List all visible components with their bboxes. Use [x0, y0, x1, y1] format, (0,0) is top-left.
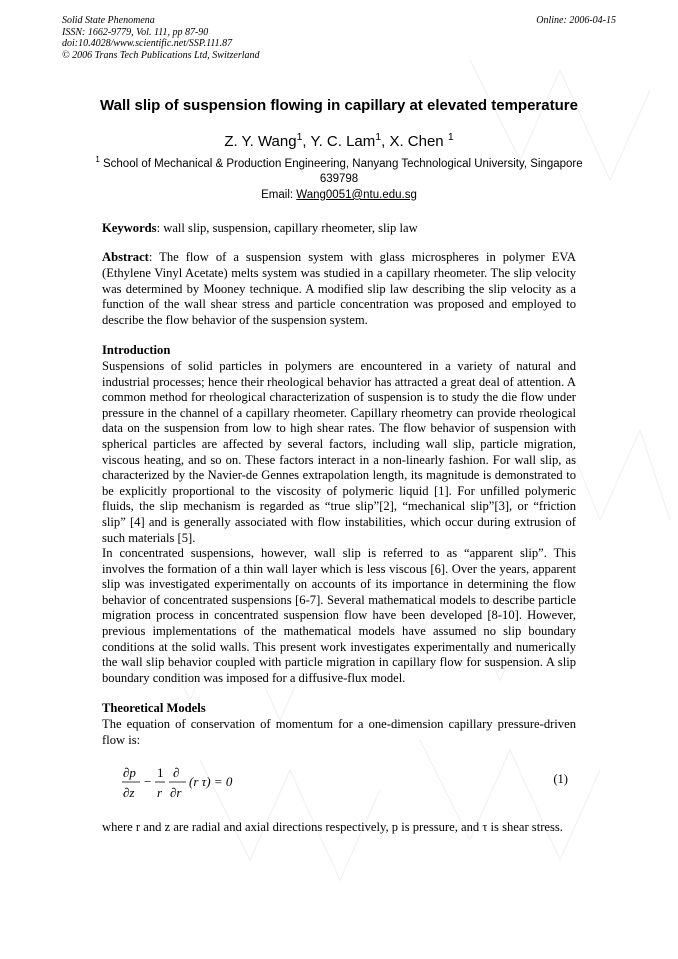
keywords — [102, 221, 576, 237]
eq-r-tau: (r τ) = 0 — [189, 774, 233, 790]
abstract-text: : The flow of a suspension system with glass microspheres in polymer EVA (Ethylene Vinyl Acetate) melts system was studied in a capillary rheometer. The slip velocity was determined by Mooney technique. A modified slip law describing the slip velocity as a function of the wall shear stress and particle concentration was proposed and employed to describe the flow behavior of the suspension system. — [102, 250, 576, 327]
paper-body — [95, 96, 583, 836]
email-label: Email: — [261, 188, 297, 201]
equation-formula — [120, 762, 280, 804]
eq-minus: − — [144, 774, 152, 790]
eq-dp: ∂p — [123, 765, 136, 781]
eq-dr: ∂r — [170, 785, 182, 801]
author-name: X. Chen — [389, 133, 448, 150]
doi-line: doi:10.4028/www.scientific.net/SSP.111.87 — [62, 38, 233, 49]
issn-line: ISSN: 1662-9779, Vol. 111, pp 87-90 — [62, 26, 209, 38]
author-name: Y. C. Lam — [310, 133, 376, 150]
journal-header — [62, 15, 260, 61]
keywords-label: Keywords — [102, 220, 157, 235]
email-line — [89, 188, 589, 203]
eq-one: 1 — [157, 765, 164, 781]
abstract — [102, 250, 576, 328]
abstract-label: Abstract — [102, 250, 149, 265]
eq-partial: ∂ — [173, 765, 180, 781]
theory-paragraph-2: where r and z are radial and axial directions respectively, p is pressure, and τ is shear stress. — [102, 820, 563, 835]
affiliation-mark: 1 — [95, 155, 100, 164]
author-affiliation-mark: 1 — [447, 131, 454, 143]
email-link[interactable]: Wang0051@ntu.edu.sg — [296, 188, 417, 201]
intro-paragraph-2: In concentrated suspensions, however, wall slip is referred to as “apparent slip”. This involves the formation of a thin wall layer which is less viscous [6]. Over the years, apparent slip was investigated experimentally on accounts of its importance in determining the flow behavior of concentrated suspensions [6-7]. Several mathematical models to describe particle migration process in concentrated suspension flow have been developed [8-10]. However, previous implementations of the mathematical models have assumed no slip boundary conditions at the solid walls. This present work investigates experimentally and numerically the wall slip behavior coupled with particle migration in capillary flow for suspension. A slip boundary condition was imposed for a diffusive-flux model. — [102, 546, 576, 685]
equation-1 — [102, 760, 576, 804]
author-separator: , — [302, 133, 311, 150]
author-name: Z. Y. Wang — [224, 133, 297, 150]
author-separator: , — [381, 133, 390, 150]
author-affiliation-mark: 1 — [296, 131, 303, 143]
keywords-text: : wall slip, suspension, capillary rheometer, slip law — [156, 220, 418, 235]
section-heading-introduction: Introduction — [102, 343, 171, 358]
equation-number: (1) — [553, 772, 568, 787]
copyright-line: © 2006 Trans Tech Publications Ltd, Switzerland — [62, 49, 260, 61]
paper-title: Wall slip of suspension flowing in capillary at elevated temperature — [100, 97, 578, 114]
eq-dz: ∂z — [123, 785, 135, 801]
intro-paragraph-1: Suspensions of solid particles in polymers are encountered in a variety of natural and industrial processes; hence their rheological behavior has attracted a great deal of attention. A common method for rheological characterization of suspension is to study the die flow under pressure in the channel of a capillary rheometer. Capillary rheometry can provide rheological data on the suspension from low to high shear rates. The flow behavior of suspension with spherical particles are affected by several factors, including wall slip, particle migration, viscous heating, and so on. These factors interact in a non-linearly fashion. For wall slip, as characterized by the Navier-de Gennes extrapolation length, its magnitude is demonstrated to be explicitly proportional to the viscosity of polymeric liquid [1]. For unfilled polymeric fluids, the slip mechanism is regarded as “true slip”[2], “mechanical slip”[3], or “friction slip” [4] and is generally associated with flow instabilities, which occur during extrusion of such materials [5]. — [102, 358, 576, 545]
section-heading-theoretical-models: Theoretical Models — [102, 701, 206, 716]
online-date: Online: 2006-04-15 — [536, 15, 616, 26]
author-affiliation-mark: 1 — [375, 131, 382, 143]
theory-paragraph-1: The equation of conservation of momentum for a one-dimension capillary pressure-driven flow is: — [102, 717, 576, 747]
eq-r: r — [157, 785, 163, 801]
journal-name: Solid State Phenomena — [62, 15, 155, 26]
author-list — [102, 128, 576, 151]
affiliation — [89, 152, 589, 187]
affiliation-text: School of Mechanical & Production Engineering, Nanyang Technological University, Singapore 639798 — [99, 157, 583, 185]
